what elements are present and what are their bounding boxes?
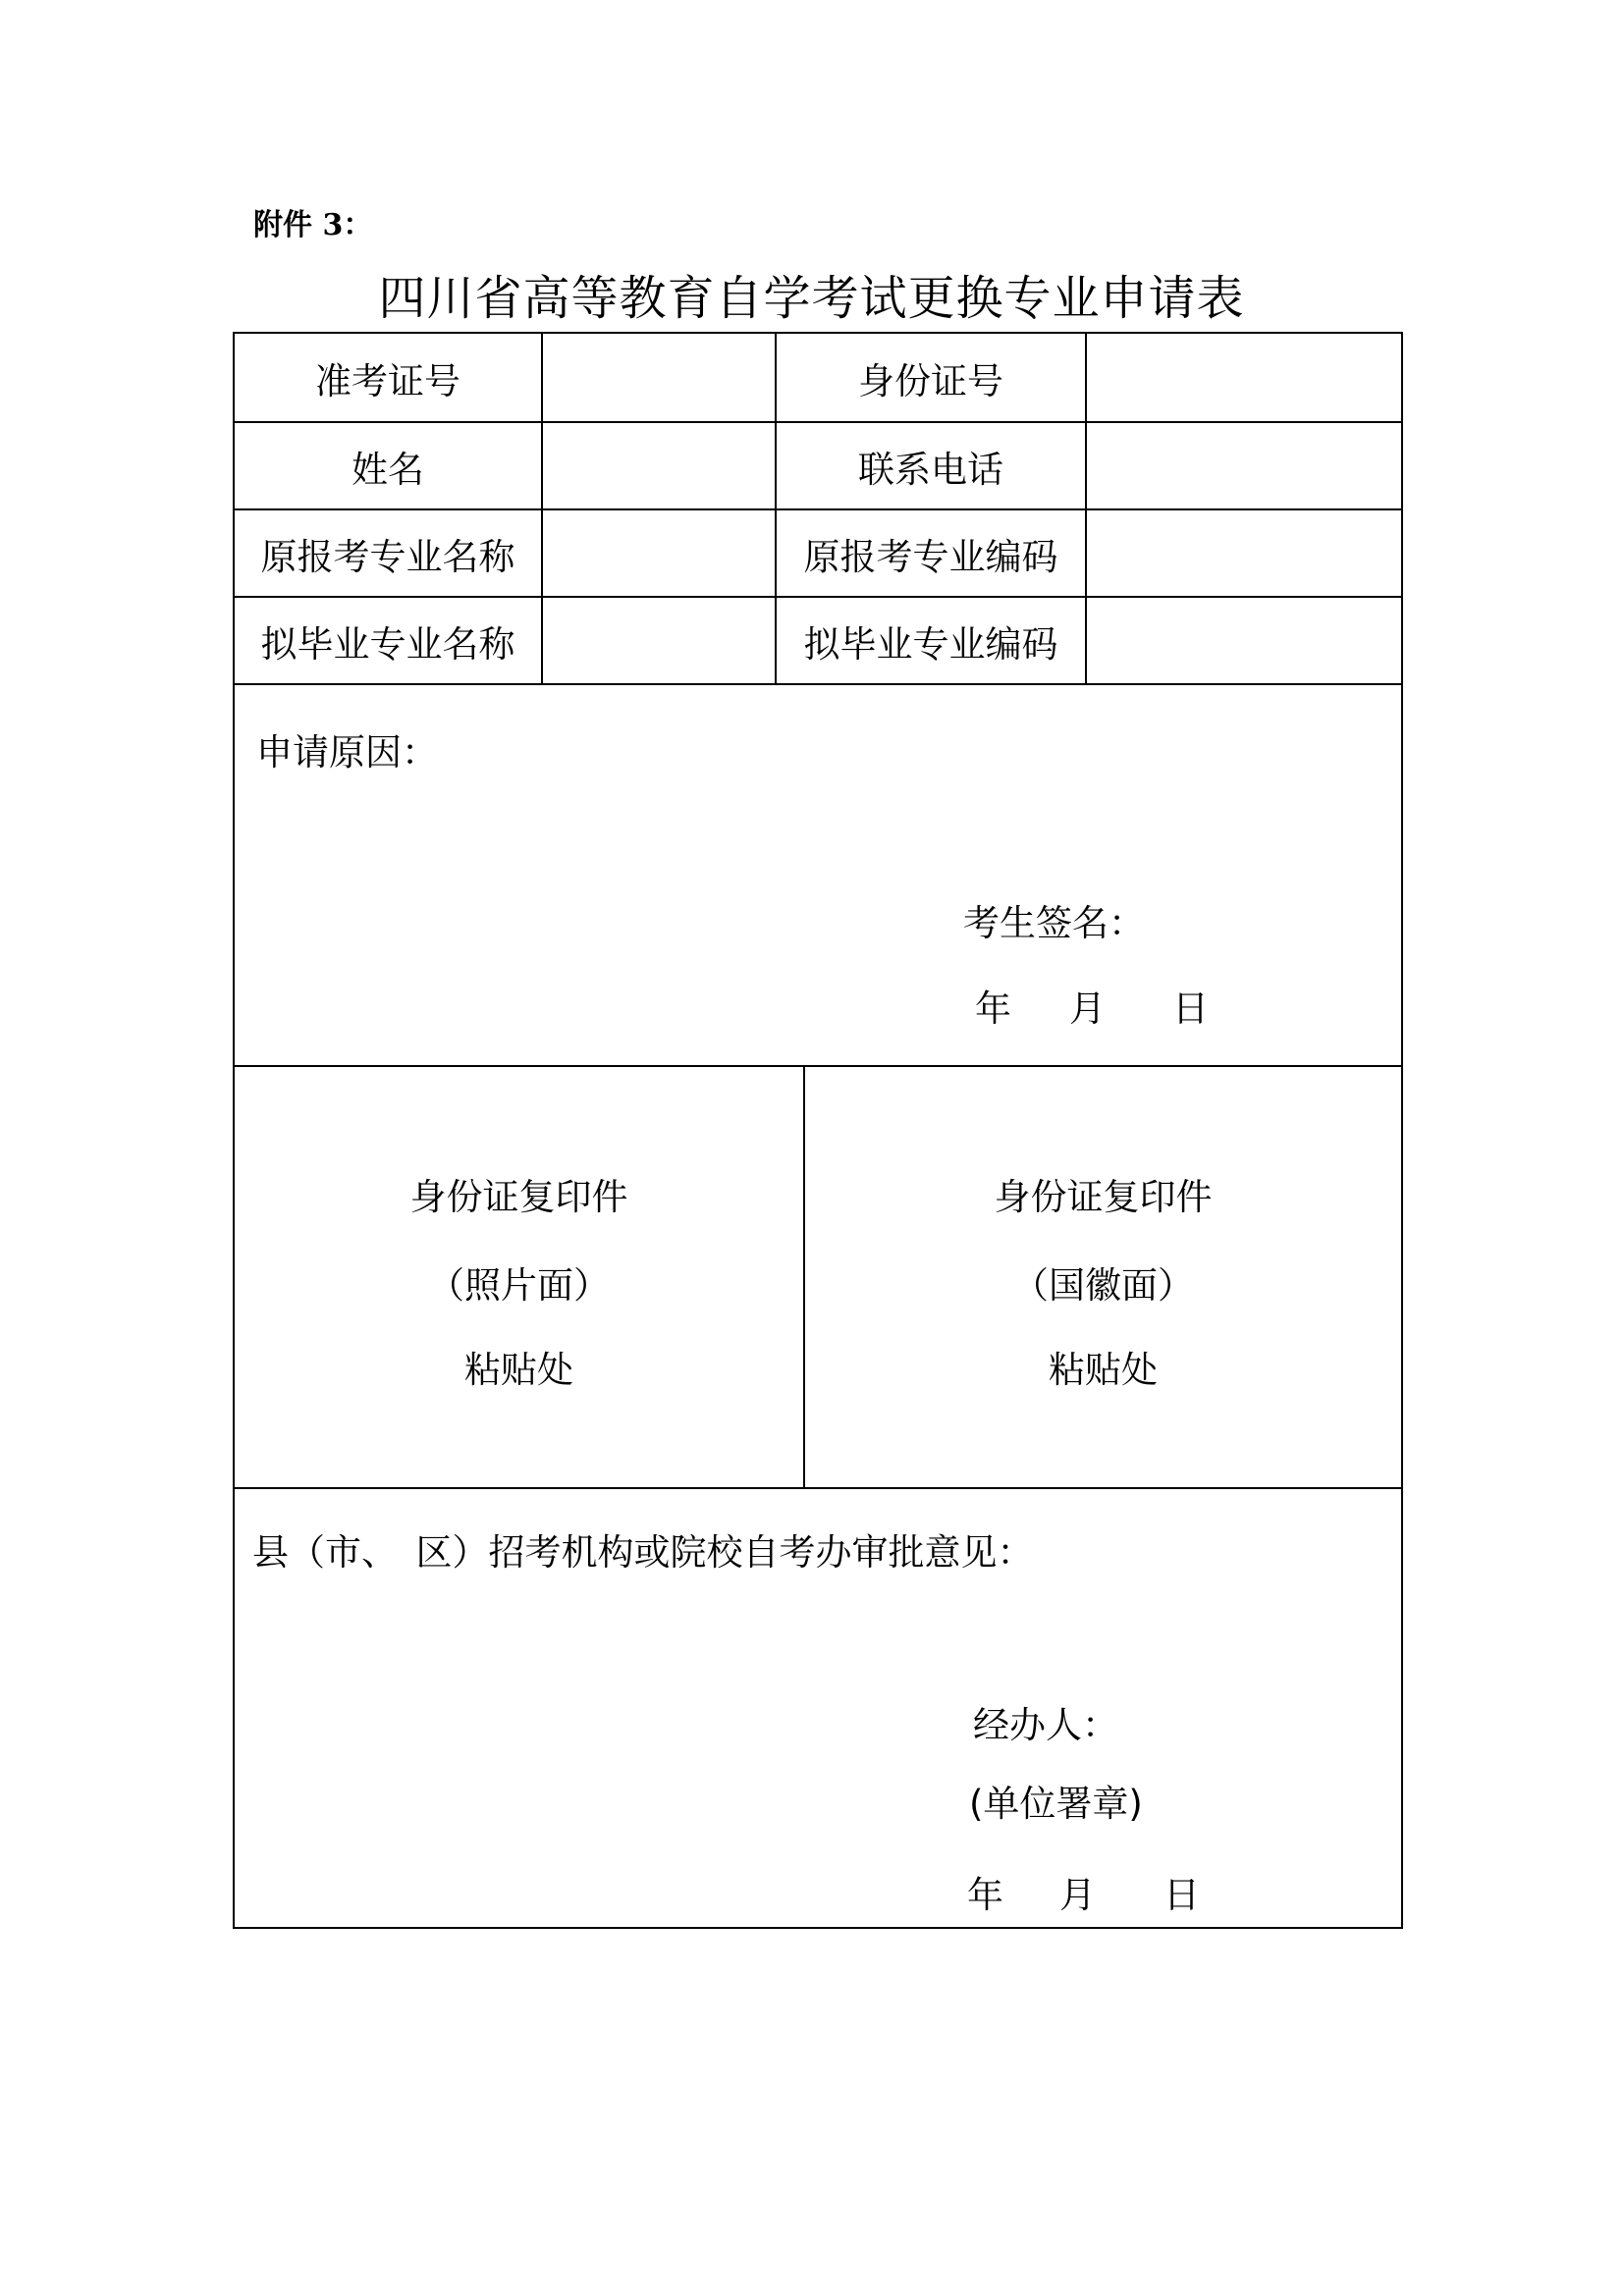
name-field[interactable] xyxy=(543,423,775,508)
attachment-label: 附件 3： xyxy=(253,208,373,242)
application-form xyxy=(233,332,1403,1929)
target-major-code-field[interactable] xyxy=(1087,598,1401,683)
label-exam-ticket-number: 准考证号 xyxy=(315,359,460,402)
reason-label: 申请原因： xyxy=(256,731,438,774)
label-target-major-name: 拟毕业专业名称 xyxy=(260,622,515,666)
signature-label: 考生签名： xyxy=(963,902,1145,944)
label-id-number: 身份证号 xyxy=(858,359,1003,402)
handler-label: 经办人： xyxy=(973,1704,1118,1746)
year-label: 年 xyxy=(967,1874,1003,1916)
label-name: 姓名 xyxy=(352,448,424,491)
year-label: 年 xyxy=(975,988,1011,1030)
reason-date xyxy=(235,979,1401,1030)
original-major-code-field[interactable] xyxy=(1087,510,1401,596)
approval-section[interactable] xyxy=(235,1489,1401,1927)
month-label: 月 xyxy=(1069,988,1106,1030)
label-phone: 联系电话 xyxy=(858,448,1003,491)
seal-label: (单位署章) xyxy=(969,1783,1143,1825)
form-title: 四川省高等教育自学考试更换专业申请表 xyxy=(378,271,1245,326)
id-front-paste-label: 粘贴处 xyxy=(464,1349,573,1391)
id-back-title: 身份证复印件 xyxy=(994,1176,1213,1218)
id-front-paste-area xyxy=(235,1067,803,1487)
label-original-major-name: 原报考专业名称 xyxy=(260,535,515,578)
target-major-name-field[interactable] xyxy=(543,598,775,683)
month-label: 月 xyxy=(1059,1874,1096,1916)
label-original-major-code: 原报考专业编码 xyxy=(803,535,1058,578)
id-back-paste-label: 粘贴处 xyxy=(1049,1349,1158,1391)
label-target-major-code: 拟毕业专业编码 xyxy=(803,622,1058,666)
day-label: 日 xyxy=(1172,988,1209,1030)
original-major-name-field[interactable] xyxy=(543,510,775,596)
approval-date xyxy=(235,1865,1401,1916)
id-back-subtitle: （国徽面） xyxy=(1012,1264,1194,1307)
id-front-title: 身份证复印件 xyxy=(409,1176,628,1218)
reason-section[interactable] xyxy=(235,685,1401,1065)
id-front-subtitle: （照片面） xyxy=(428,1264,610,1307)
phone-field[interactable] xyxy=(1087,423,1401,508)
id-back-paste-area xyxy=(805,1067,1401,1487)
approval-label: 县（市、 区）招考机构或院校自考办审批意见： xyxy=(252,1531,1034,1574)
day-label: 日 xyxy=(1163,1874,1200,1916)
exam-ticket-number-field[interactable] xyxy=(543,334,775,421)
id-number-field[interactable] xyxy=(1087,334,1401,421)
